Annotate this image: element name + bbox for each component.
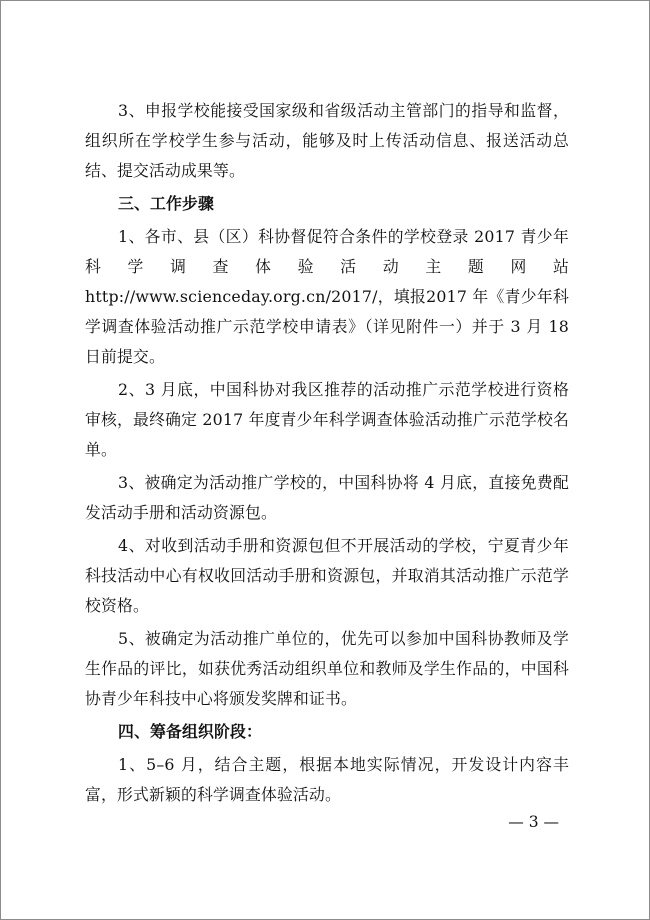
page-number: — 3 — <box>508 813 559 831</box>
paragraph-step-5: 5、被确定为活动推广单位的，优先可以参加中国科协教师及学生作品的评比，如获优秀活动组织单位和教师及学生作品的，中国科协青少年科技中心将颁发奖牌和证书。 <box>85 629 569 708</box>
paragraph-step-2: 2、3 月底，中国科协对我区推荐的活动推广示范学校进行资格审核，最终确定 2017 年度青少年科学调查体验活动推广示范学校名单。 <box>85 380 569 459</box>
paragraph-step-4: 4、对收到活动手册和资源包但不开展活动的学校，宁夏青少年科技活动中心有权收回活动手册和资源包，并取消其活动推广示范学校资格。 <box>85 536 569 615</box>
paragraph-prep-1: 1、5–6 月，结合主题，根据本地实际情况，开发设计内容丰富，形式新颖的科学调查体验活动。 <box>85 755 569 804</box>
section-heading-4: 四、筹备组织阶段： <box>118 722 262 741</box>
paragraph-1: 3、申报学校能接受国家级和省级活动主管部门的指导和监督，组织所在学校学生参与活动，能够及时上传活动信息、报送活动总结、提交活动成果等。 <box>85 101 569 180</box>
document-body <box>85 96 569 813</box>
paragraph-step-3: 3、被确定为活动推广学校的，中国科协将 4 月底，直接免费配发活动手册和活动资源包。 <box>85 473 569 522</box>
paragraph-step-1: 1、各市、县（区）科协督促符合条件的学校登录 2017 青少年科学调查体验活动主题网站 http://www.scienceday.org.cn/2017/，填报2017 年《青少年科学调查体验活动推广示范学校申请表》（详见附件一）并于 3 月 18 日前提交。 <box>85 227 569 366</box>
section-heading-3: 三、工作步骤 <box>118 194 214 213</box>
